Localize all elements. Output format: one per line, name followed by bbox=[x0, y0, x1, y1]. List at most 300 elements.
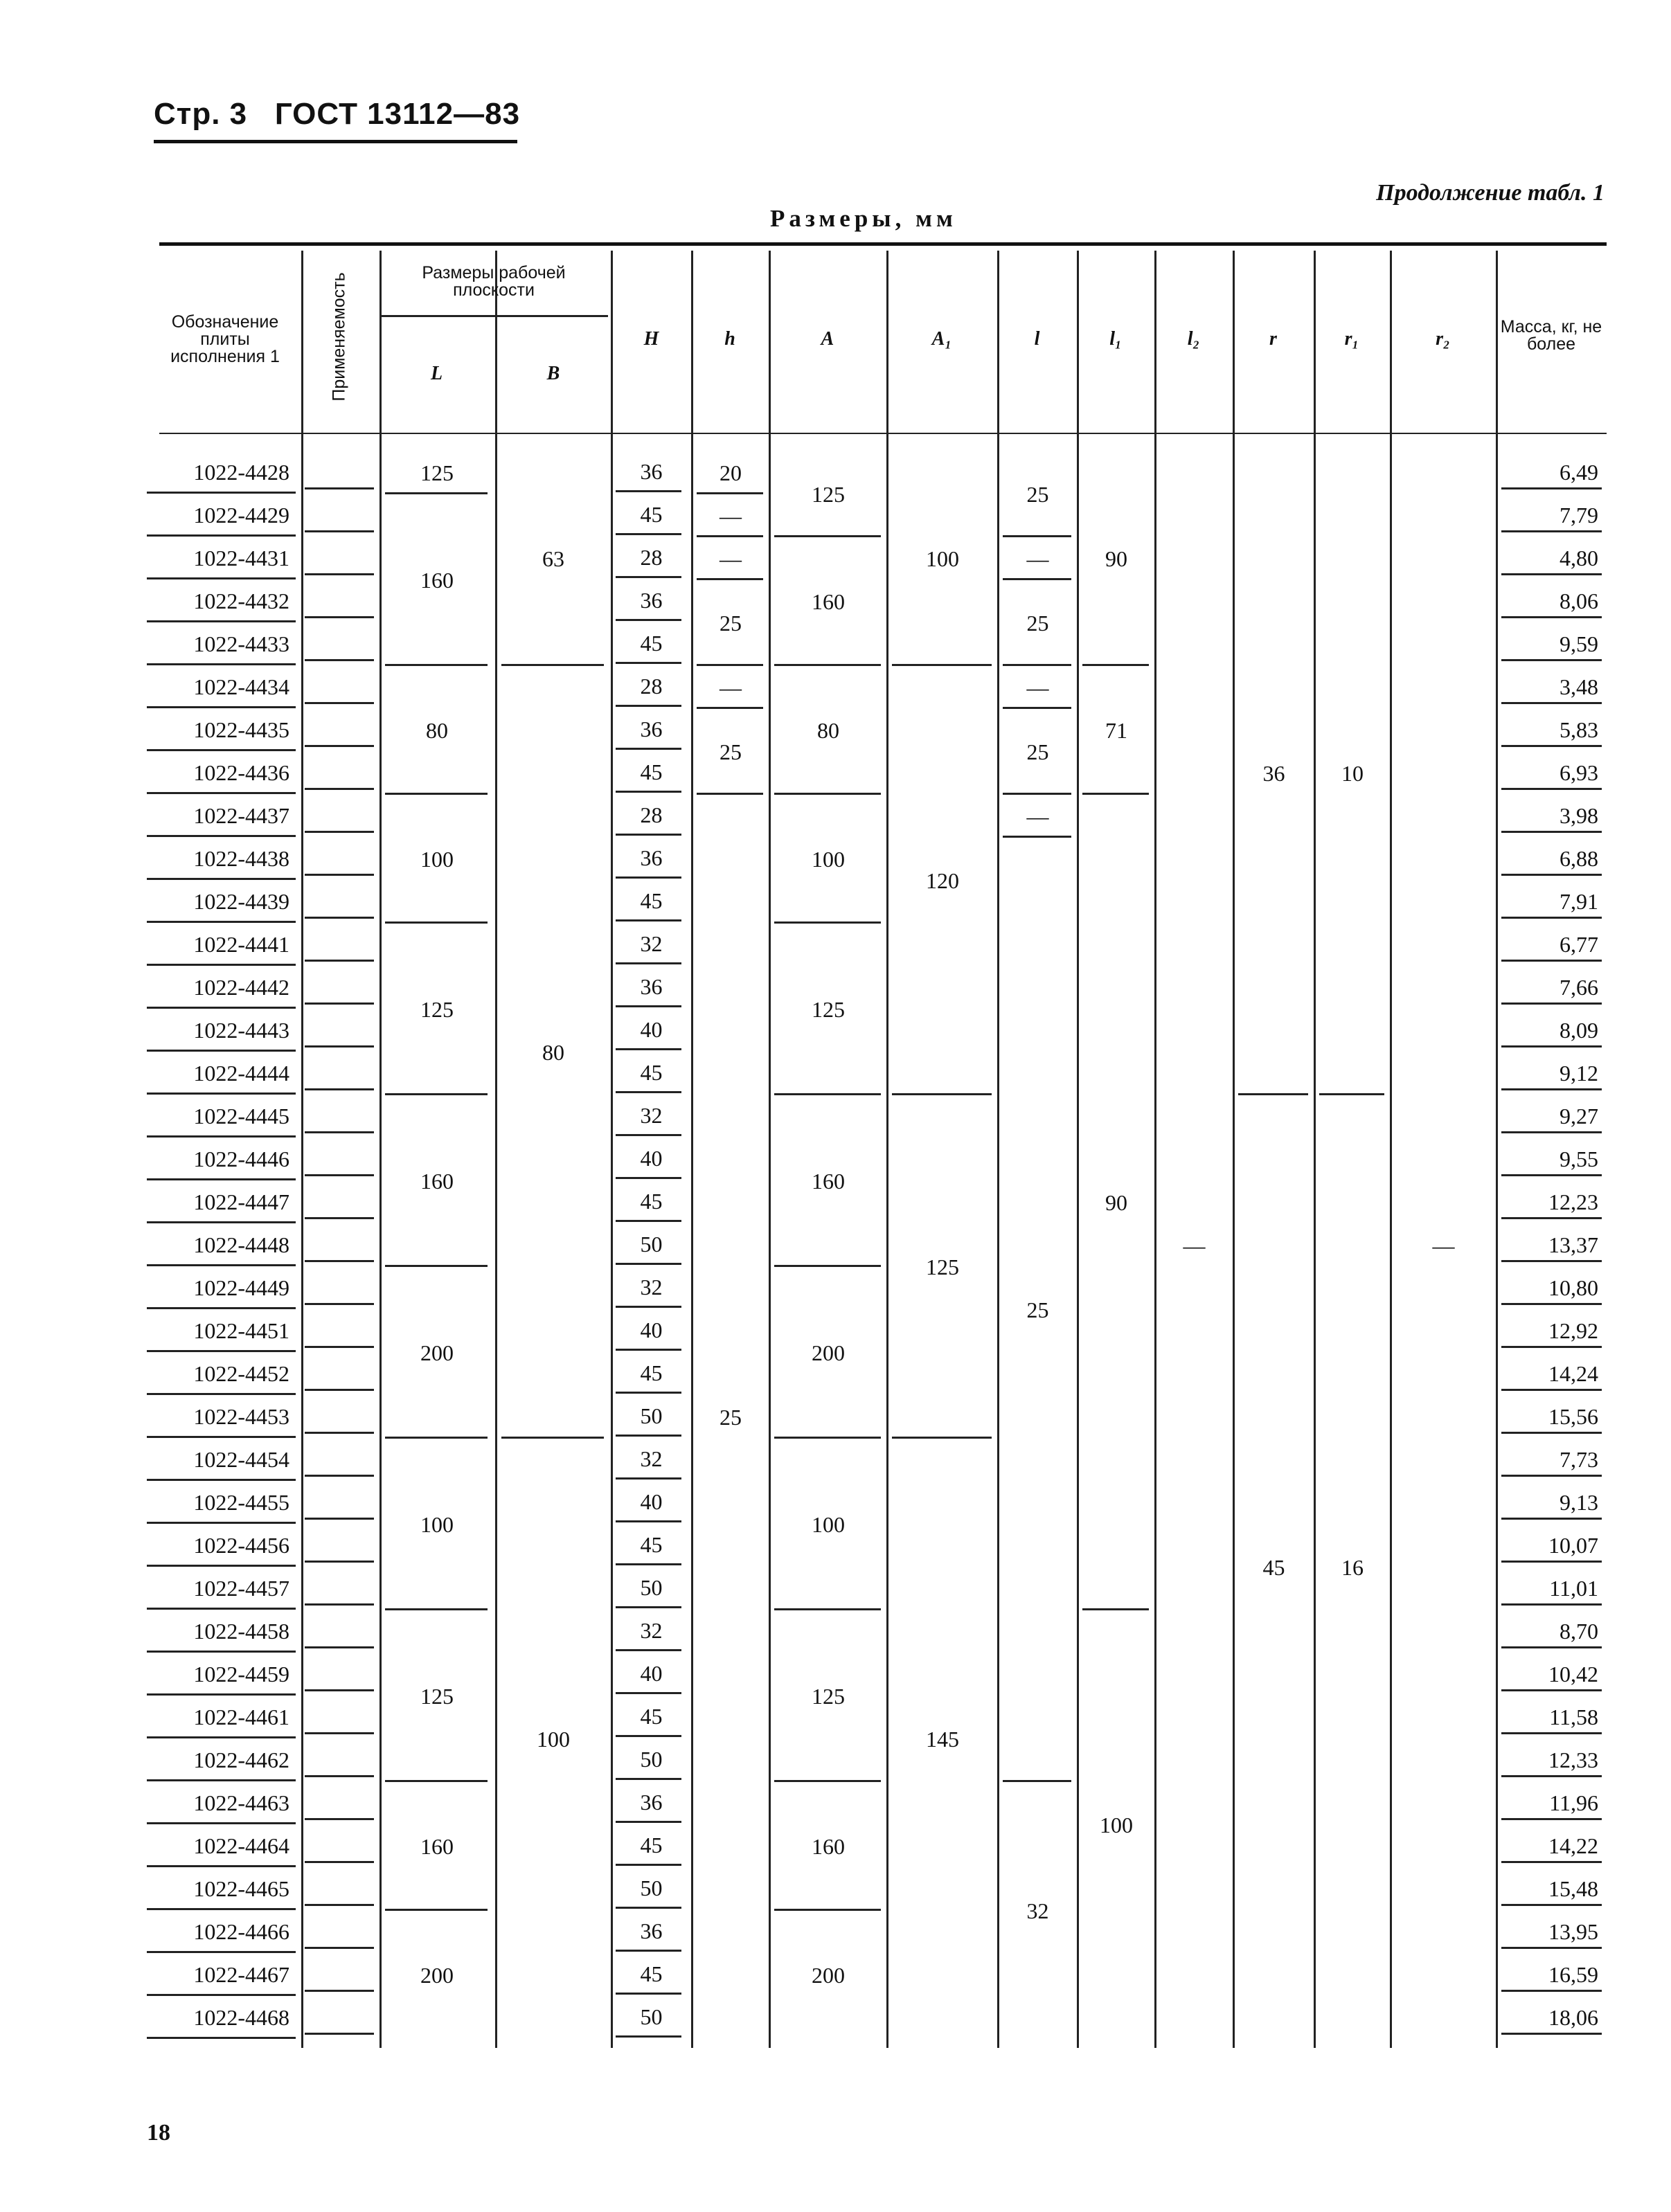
cell-H-rule bbox=[616, 1821, 681, 1823]
row-designation: 1022-4449 bbox=[193, 1275, 289, 1300]
cell-L: 125 bbox=[420, 996, 454, 1022]
applicability-dash bbox=[305, 1045, 374, 1047]
cell-H-rule bbox=[616, 876, 681, 879]
col-header-l2: l₂ bbox=[1187, 328, 1200, 350]
table-top-rule bbox=[159, 242, 1607, 246]
row-designation: 1022-4455 bbox=[193, 1490, 289, 1515]
row-rule bbox=[147, 706, 296, 708]
applicability-dash bbox=[305, 1002, 374, 1005]
cell-mass-rule bbox=[1501, 1818, 1602, 1820]
page-label: Стр. 3 bbox=[154, 97, 248, 131]
cell-l2: — bbox=[1183, 1232, 1206, 1258]
row-rule bbox=[147, 1092, 296, 1095]
row-designation: 1022-4439 bbox=[193, 889, 289, 914]
row-designation: 1022-4451 bbox=[193, 1318, 289, 1343]
row-rule bbox=[147, 534, 296, 537]
cell-mass-rule bbox=[1501, 1088, 1602, 1090]
row-designation: 1022-4444 bbox=[193, 1061, 289, 1086]
cell-H: 45 bbox=[640, 1961, 663, 1986]
row-designation: 1022-4441 bbox=[193, 932, 289, 957]
cell-mass-rule bbox=[1501, 1045, 1602, 1047]
cell-mass: 3,98 bbox=[1560, 803, 1598, 828]
cell-H: 36 bbox=[640, 458, 663, 484]
cell-mass-rule bbox=[1501, 917, 1602, 919]
cell-H-rule bbox=[616, 1649, 681, 1651]
col-header-l: l bbox=[1034, 328, 1040, 350]
applicability-dash bbox=[305, 1217, 374, 1219]
cell-H: 45 bbox=[640, 888, 663, 913]
cell-l: — bbox=[1026, 803, 1049, 829]
cell-mass-rule bbox=[1501, 1518, 1602, 1520]
cell-l1: 100 bbox=[1100, 1812, 1133, 1837]
row-rule bbox=[147, 835, 296, 837]
cell-L: 80 bbox=[426, 717, 448, 743]
cell-L: 100 bbox=[420, 846, 454, 872]
row-designation: 1022-4443 bbox=[193, 1018, 289, 1043]
cell-H: 45 bbox=[640, 759, 663, 784]
cell-H-rule bbox=[616, 1134, 681, 1136]
row-designation: 1022-4467 bbox=[193, 1962, 289, 1987]
applicability-dash bbox=[305, 530, 374, 532]
row-rule bbox=[147, 1822, 296, 1824]
col-header-r1: r₁ bbox=[1344, 328, 1359, 350]
cell-H-rule bbox=[616, 705, 681, 707]
cell-r1: 10 bbox=[1341, 760, 1364, 786]
row-designation: 1022-4435 bbox=[193, 717, 289, 742]
cell-mass-rule bbox=[1501, 1904, 1602, 1906]
cell-A: 100 bbox=[812, 846, 845, 872]
col-header-designation: Обозначение плиты исполнения 1 bbox=[170, 312, 280, 366]
cell-H: 45 bbox=[640, 630, 663, 656]
cell-mass-rule bbox=[1501, 788, 1602, 790]
cell-mass-rule bbox=[1501, 1990, 1602, 1992]
cell-H: 45 bbox=[640, 1832, 663, 1858]
cell-mass: 12,23 bbox=[1548, 1189, 1598, 1214]
row-designation: 1022-4459 bbox=[193, 1662, 289, 1687]
applicability-dash bbox=[305, 1303, 374, 1305]
row-rule bbox=[147, 792, 296, 794]
cell-H: 40 bbox=[640, 1016, 663, 1042]
cell-A: 80 bbox=[817, 717, 839, 743]
cell-H-rule bbox=[616, 1907, 681, 1909]
row-rule bbox=[147, 1178, 296, 1180]
cell-H-rule bbox=[616, 919, 681, 921]
cell-A1: 100 bbox=[926, 546, 959, 571]
row-rule bbox=[147, 663, 296, 665]
cell-H: 50 bbox=[640, 1231, 663, 1257]
cell-A: 200 bbox=[812, 1962, 845, 1988]
cell-l: 32 bbox=[1026, 1898, 1049, 1923]
row-rule bbox=[147, 620, 296, 622]
cell-H: 45 bbox=[640, 1703, 663, 1729]
header-bottom-rule bbox=[159, 433, 1607, 434]
applicability-dash bbox=[305, 1990, 374, 1992]
cell-mass: 10,80 bbox=[1548, 1275, 1598, 1300]
row-designation: 1022-4462 bbox=[193, 1747, 289, 1772]
row-designation: 1022-4465 bbox=[193, 1876, 289, 1901]
cell-mass-rule bbox=[1501, 702, 1602, 704]
cell-mass: 10,07 bbox=[1548, 1533, 1598, 1558]
row-rule bbox=[147, 1908, 296, 1910]
applicability-dash bbox=[305, 1518, 374, 1520]
applicability-dash bbox=[305, 1947, 374, 1949]
cell-mass-rule bbox=[1501, 1389, 1602, 1391]
standard-number: ГОСТ 13112—83 bbox=[274, 97, 521, 131]
cell-h: 20 bbox=[720, 460, 742, 485]
cell-mass: 9,12 bbox=[1560, 1061, 1598, 1086]
applicability-dash bbox=[305, 1561, 374, 1563]
cell-H: 32 bbox=[640, 1446, 663, 1471]
cell-mass-rule bbox=[1501, 831, 1602, 833]
row-designation: 1022-4466 bbox=[193, 1919, 289, 1944]
row-designation: 1022-4453 bbox=[193, 1404, 289, 1429]
applicability-dash bbox=[305, 1689, 374, 1691]
applicability-dash bbox=[305, 1131, 374, 1133]
cell-H-rule bbox=[616, 1993, 681, 1995]
row-rule bbox=[147, 1135, 296, 1138]
row-rule bbox=[147, 1007, 296, 1009]
cell-mass: 9,59 bbox=[1560, 631, 1598, 656]
col-header-l1: l₁ bbox=[1109, 328, 1122, 350]
cell-A: 160 bbox=[812, 1833, 845, 1859]
cell-mass: 9,55 bbox=[1560, 1147, 1598, 1171]
cell-H: 32 bbox=[640, 1102, 663, 1128]
cell-r: 36 bbox=[1262, 760, 1285, 786]
row-designation: 1022-4452 bbox=[193, 1361, 289, 1386]
cell-h: 25 bbox=[720, 739, 742, 764]
cell-B: 63 bbox=[542, 546, 564, 571]
col-header-h: h bbox=[724, 328, 735, 350]
col-header-work-plane: Размеры рабочей плоскости bbox=[422, 263, 566, 300]
cell-A: 160 bbox=[812, 588, 845, 614]
row-designation: 1022-4433 bbox=[193, 631, 289, 656]
cell-mass: 6,88 bbox=[1560, 846, 1598, 871]
applicability-dash bbox=[305, 874, 374, 876]
header-underline bbox=[154, 140, 517, 143]
cell-H: 50 bbox=[640, 2004, 663, 2029]
cell-l1: 90 bbox=[1105, 546, 1127, 571]
applicability-dash bbox=[305, 831, 374, 833]
cell-H: 36 bbox=[640, 1789, 663, 1815]
row-rule bbox=[147, 1221, 296, 1223]
cell-H-rule bbox=[616, 791, 681, 793]
applicability-dash bbox=[305, 1646, 374, 1648]
cell-mass: 11,96 bbox=[1549, 1790, 1598, 1815]
row-designation: 1022-4434 bbox=[193, 674, 289, 699]
row-designation: 1022-4432 bbox=[193, 588, 289, 613]
cell-l: 25 bbox=[1026, 481, 1049, 507]
cell-l: — bbox=[1026, 674, 1049, 700]
row-designation: 1022-4442 bbox=[193, 975, 289, 1000]
cell-H: 50 bbox=[640, 1574, 663, 1600]
cell-H-rule bbox=[616, 1392, 681, 1394]
col-header-mass: Масса, кг, не более bbox=[1500, 317, 1602, 354]
cell-H-rule bbox=[616, 1563, 681, 1565]
applicability-dash bbox=[305, 1775, 374, 1777]
cell-H-rule bbox=[616, 1520, 681, 1522]
cell-H-rule bbox=[616, 490, 681, 492]
cell-mass-rule bbox=[1501, 573, 1602, 575]
row-rule bbox=[147, 878, 296, 880]
cell-mass: 4,80 bbox=[1560, 546, 1598, 570]
cell-mass-rule bbox=[1501, 2033, 1602, 2035]
applicability-dash bbox=[305, 1389, 374, 1391]
col-header-r2: r₂ bbox=[1436, 328, 1450, 350]
applicability-dash bbox=[305, 745, 374, 747]
row-rule bbox=[147, 1393, 296, 1395]
cell-mass-rule bbox=[1501, 1002, 1602, 1005]
applicability-dash bbox=[305, 702, 374, 704]
cell-H: 32 bbox=[640, 930, 663, 956]
row-rule bbox=[147, 1693, 296, 1696]
applicability-dash bbox=[305, 1432, 374, 1434]
cell-L: 160 bbox=[420, 1168, 454, 1194]
row-designation: 1022-4454 bbox=[193, 1447, 289, 1472]
cell-h: — bbox=[720, 546, 742, 571]
cell-mass: 10,42 bbox=[1548, 1662, 1598, 1687]
cell-H: 50 bbox=[640, 1403, 663, 1428]
cell-mass: 3,48 bbox=[1560, 674, 1598, 699]
row-rule bbox=[147, 1608, 296, 1610]
cell-mass-rule bbox=[1501, 1174, 1602, 1176]
cell-h: 25 bbox=[720, 610, 742, 636]
cell-H-rule bbox=[616, 1778, 681, 1780]
cell-A1: 125 bbox=[926, 1254, 959, 1279]
cell-A: 100 bbox=[812, 1511, 845, 1537]
cell-mass-rule bbox=[1501, 1689, 1602, 1691]
row-rule bbox=[147, 1651, 296, 1653]
cell-H: 36 bbox=[640, 587, 663, 613]
cell-mass-rule bbox=[1501, 1861, 1602, 1863]
applicability-dash bbox=[305, 573, 374, 575]
cell-h: — bbox=[720, 503, 742, 528]
row-designation: 1022-4428 bbox=[193, 460, 289, 485]
row-designation: 1022-4445 bbox=[193, 1104, 289, 1129]
cell-mass-rule bbox=[1501, 1260, 1602, 1262]
row-rule bbox=[147, 1865, 296, 1867]
cell-A1: 120 bbox=[926, 867, 959, 893]
cell-A: 160 bbox=[812, 1168, 845, 1194]
cell-H-rule bbox=[616, 834, 681, 836]
row-rule bbox=[147, 577, 296, 579]
cell-mass-rule bbox=[1501, 1947, 1602, 1949]
applicability-dash bbox=[305, 1346, 374, 1348]
table-vertical-rule bbox=[301, 251, 303, 2048]
cell-mass-rule bbox=[1501, 1217, 1602, 1219]
row-rule bbox=[147, 749, 296, 751]
cell-mass: 7,79 bbox=[1560, 503, 1598, 528]
applicability-dash bbox=[305, 487, 374, 489]
row-designation: 1022-4463 bbox=[193, 1790, 289, 1815]
cell-H: 28 bbox=[640, 673, 663, 699]
cell-mass: 7,66 bbox=[1560, 975, 1598, 1000]
cell-H-rule bbox=[616, 1477, 681, 1480]
cell-L: 200 bbox=[420, 1962, 454, 1988]
row-designation: 1022-4446 bbox=[193, 1147, 289, 1171]
cell-mass-rule bbox=[1501, 1732, 1602, 1734]
cell-mass-rule bbox=[1501, 1775, 1602, 1777]
row-rule bbox=[147, 1736, 296, 1738]
cell-H: 45 bbox=[640, 1531, 663, 1557]
cell-l: 25 bbox=[1026, 610, 1049, 636]
col-header-r: r bbox=[1269, 328, 1277, 350]
cell-H-rule bbox=[616, 1005, 681, 1007]
cell-L: 125 bbox=[420, 460, 454, 485]
applicability-dash bbox=[305, 1904, 374, 1906]
cell-B: 80 bbox=[542, 1039, 564, 1065]
cell-l: 25 bbox=[1026, 739, 1049, 764]
cell-mass-rule bbox=[1501, 530, 1602, 532]
row-designation: 1022-4448 bbox=[193, 1232, 289, 1257]
cell-H-rule bbox=[616, 619, 681, 621]
cell-H-rule bbox=[616, 748, 681, 750]
cell-H-rule bbox=[616, 662, 681, 664]
cell-H: 40 bbox=[640, 1489, 663, 1514]
row-rule bbox=[147, 2037, 296, 2039]
cell-mass-rule bbox=[1501, 1303, 1602, 1305]
cell-H: 28 bbox=[640, 544, 663, 570]
cell-mass-rule bbox=[1501, 1131, 1602, 1133]
cell-H-rule bbox=[616, 1091, 681, 1093]
cell-mass-rule bbox=[1501, 874, 1602, 876]
row-designation: 1022-4458 bbox=[193, 1619, 289, 1644]
row-designation: 1022-4456 bbox=[193, 1533, 289, 1558]
cell-H-rule bbox=[616, 1220, 681, 1222]
cell-H: 40 bbox=[640, 1660, 663, 1686]
sizes-caption: Размеры, мм bbox=[770, 205, 957, 232]
row-designation: 1022-4457 bbox=[193, 1576, 289, 1601]
col-header-H: H bbox=[643, 328, 659, 350]
cell-H-rule bbox=[616, 962, 681, 964]
cell-H-rule bbox=[616, 576, 681, 578]
row-rule bbox=[147, 921, 296, 923]
cell-A1: 145 bbox=[926, 1726, 959, 1752]
row-rule bbox=[147, 1994, 296, 1996]
cell-mass: 18,06 bbox=[1548, 2005, 1598, 2030]
cell-H-rule bbox=[616, 1349, 681, 1351]
applicability-dash bbox=[305, 616, 374, 618]
row-rule bbox=[147, 1350, 296, 1352]
cell-mass: 6,77 bbox=[1560, 932, 1598, 957]
applicability-dash bbox=[305, 2033, 374, 2035]
cell-r2: — bbox=[1432, 1232, 1455, 1258]
cell-mass: 8,06 bbox=[1560, 588, 1598, 613]
cell-H-rule bbox=[616, 1306, 681, 1308]
cell-A: 200 bbox=[812, 1340, 845, 1365]
cell-L: 125 bbox=[420, 1683, 454, 1709]
row-designation: 1022-4468 bbox=[193, 2005, 289, 2030]
cell-h: — bbox=[720, 674, 742, 700]
cell-L: 200 bbox=[420, 1340, 454, 1365]
cell-mass-rule bbox=[1501, 1603, 1602, 1606]
cell-mass-rule bbox=[1501, 745, 1602, 747]
cell-mass: 6,49 bbox=[1560, 460, 1598, 485]
cell-mass: 14,24 bbox=[1548, 1361, 1598, 1386]
cell-mass: 13,95 bbox=[1548, 1919, 1598, 1944]
col-header-A1: A₁ bbox=[931, 328, 952, 350]
cell-mass: 16,59 bbox=[1548, 1962, 1598, 1987]
row-rule bbox=[147, 1264, 296, 1266]
applicability-dash bbox=[305, 788, 374, 790]
cell-L: 100 bbox=[420, 1511, 454, 1537]
applicability-dash bbox=[305, 1260, 374, 1262]
col-header-A: A bbox=[821, 328, 834, 350]
cell-l1: 90 bbox=[1105, 1189, 1127, 1215]
cell-H-rule bbox=[616, 533, 681, 535]
cell-H-rule bbox=[616, 1263, 681, 1265]
cell-l1: 71 bbox=[1105, 717, 1127, 743]
cell-H: 28 bbox=[640, 802, 663, 827]
applicability-dash bbox=[305, 1861, 374, 1863]
cell-mass: 13,37 bbox=[1548, 1232, 1598, 1257]
cell-H: 45 bbox=[640, 1059, 663, 1085]
cell-l: 25 bbox=[1026, 1297, 1049, 1322]
cell-mass: 5,83 bbox=[1560, 717, 1598, 742]
cell-mass: 15,48 bbox=[1548, 1876, 1598, 1901]
cell-mass: 8,70 bbox=[1560, 1619, 1598, 1644]
cell-H: 40 bbox=[640, 1145, 663, 1171]
cell-mass: 9,13 bbox=[1560, 1490, 1598, 1515]
cell-mass: 12,33 bbox=[1548, 1747, 1598, 1772]
cell-mass: 7,91 bbox=[1560, 889, 1598, 914]
row-rule bbox=[147, 492, 296, 494]
applicability-dash bbox=[305, 659, 374, 661]
cell-mass-rule bbox=[1501, 1346, 1602, 1348]
col-header-B: B bbox=[546, 363, 560, 384]
page-header bbox=[154, 97, 520, 132]
cell-mass-rule bbox=[1501, 1432, 1602, 1434]
cell-mass: 14,22 bbox=[1548, 1833, 1598, 1858]
applicability-dash bbox=[305, 1818, 374, 1820]
cell-H: 32 bbox=[640, 1617, 663, 1643]
row-designation: 1022-4438 bbox=[193, 846, 289, 871]
applicability-dash bbox=[305, 1603, 374, 1606]
applicability-dash bbox=[305, 1174, 374, 1176]
row-designation: 1022-4436 bbox=[193, 760, 289, 785]
cell-mass-rule bbox=[1501, 960, 1602, 962]
cell-r: 45 bbox=[1262, 1554, 1285, 1580]
cell-mass-rule bbox=[1501, 659, 1602, 661]
row-designation: 1022-4429 bbox=[193, 503, 289, 528]
cell-H: 32 bbox=[640, 1274, 663, 1300]
row-rule bbox=[147, 1951, 296, 1953]
cell-H-rule bbox=[616, 1435, 681, 1437]
row-designation: 1022-4461 bbox=[193, 1705, 289, 1729]
cell-mass: 15,56 bbox=[1548, 1404, 1598, 1429]
row-rule bbox=[147, 1522, 296, 1524]
row-rule bbox=[147, 1436, 296, 1438]
cell-H-rule bbox=[616, 1048, 681, 1050]
cell-A: 125 bbox=[812, 996, 845, 1022]
row-rule bbox=[147, 1050, 296, 1052]
row-rule bbox=[147, 1565, 296, 1567]
cell-H: 45 bbox=[640, 501, 663, 527]
cell-mass: 11,01 bbox=[1549, 1576, 1598, 1601]
page-number: 18 bbox=[147, 2120, 170, 2146]
row-designation: 1022-4447 bbox=[193, 1189, 289, 1214]
cell-mass-rule bbox=[1501, 1646, 1602, 1648]
cell-H-rule bbox=[616, 1950, 681, 1952]
row-rule bbox=[147, 1479, 296, 1481]
cell-B: 100 bbox=[537, 1726, 570, 1752]
work-plane-divider bbox=[381, 315, 608, 317]
cell-H-rule bbox=[616, 1864, 681, 1866]
row-designation: 1022-4431 bbox=[193, 546, 289, 570]
cell-H-rule bbox=[616, 1692, 681, 1694]
cell-H: 36 bbox=[640, 973, 663, 999]
cell-H: 45 bbox=[640, 1360, 663, 1385]
cell-mass: 9,27 bbox=[1560, 1104, 1598, 1129]
